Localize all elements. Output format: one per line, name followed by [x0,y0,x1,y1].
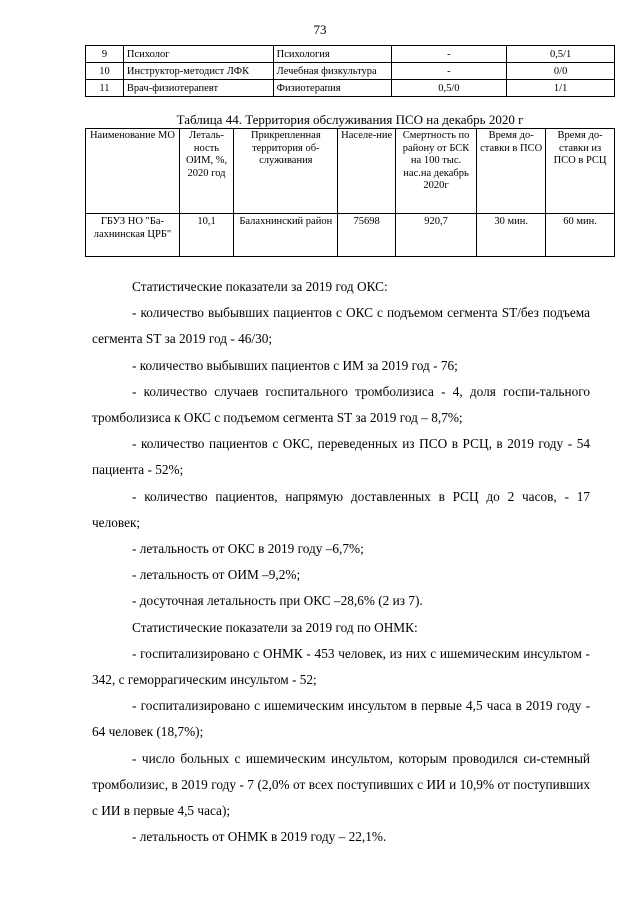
row-number: 11 [86,80,124,97]
table-cell: 10,1 [179,214,233,257]
column-header: Наименование МО [86,129,180,214]
paragraph: Статистические показатели за 2019 год ОКС: [132,279,388,294]
specialty-cell: Физиотерапия [273,80,391,97]
paragraph: - летальность от ОИМ –9,2%; [132,567,301,583]
page-number: 73 [313,22,327,37]
paragraph: - количество случаев госпитального тромболизиса - 4, доля госпи-тального тромболизиса к ОКС с подъемом сегмента ST за 2019 год – 8,7%; [92,383,590,426]
table-cell: ГБУЗ НО "Ба-лахнинская ЦРБ" [86,214,180,257]
paragraph: - госпитализировано с ОНМК - 453 человек, из них с ишемическим инсультом - 342, с геморрагическим инсультом - 52; [92,645,590,688]
row-number: 10 [86,63,124,80]
staff-table [85,45,615,97]
table-cell: Балахнинский район [234,214,338,257]
table-row [86,46,615,63]
paragraph: Статистические показатели за 2019 год по ОНМК: [132,619,418,635]
table-cell: 60 мин. [546,214,615,257]
column-header: Прикрепленная территория об-служивания [234,129,338,214]
specialty-cell: Психология [273,46,391,63]
column-header: Леталь-ность ОИМ, %, 2020 год [179,129,233,214]
paragraph: - количество пациентов с ОКС, переведенных из ПСО в РСЦ, в 2019 году - 54 пациента - 52%; [92,436,590,478]
table-row [86,214,615,257]
table-caption: Таблица 44. Территория обслуживания ПСО на декабрь 2020 г [176,112,524,127]
paragraph: - летальность от ОКС в 2019 году –6,7%; [132,541,364,557]
column-header: Населе-ние [338,129,395,214]
value-cell: - [391,46,507,63]
paragraph: - количество выбывших пациентов с ИМ за 2019 год - 76; [132,357,458,373]
value-cell: 0/0 [507,63,615,80]
column-header: Время до-ставки в ПСО [477,129,546,214]
specialty-cell: Лечебная физкультура [273,63,391,80]
paragraph: - госпитализировано с ишемическим инсультом в первые 4,5 часа в 2019 году - 64 человек (18,7%); [92,698,590,740]
table-cell: 75698 [338,214,395,257]
value-cell: 1/1 [507,80,615,97]
value-cell: - [391,63,507,80]
row-number: 9 [86,46,124,63]
position-cell: Психолог [123,46,273,63]
table-row [86,80,615,97]
territory-table [85,128,615,257]
value-cell: 0,5/0 [391,80,507,97]
paragraph: - досуточная летальность при ОКС –28,6% (2 из 7). [132,593,423,609]
position-cell: Врач-физиотерапевт [123,80,273,97]
table-cell: 30 мин. [477,214,546,257]
paragraph: - число больных с ишемическим инсультом, которым проводился си-стемный тромболизис, в 2019 году - 7 (2,0% от всех поступивших с ИИ и 10,9% от поступивших с ИИ в первые 4,5 часа); [92,750,590,819]
table-row [86,63,615,80]
paragraph: - количество выбывших пациентов с ОКС с подъемом сегмента ST/без подъема сегмента ST за 2019 год - 46/30; [92,305,590,347]
value-cell: 0,5/1 [507,46,615,63]
table-cell: 920,7 [395,214,476,257]
paragraph: - количество пациентов, напрямую доставленных в РСЦ до 2 часов, - 17 человек; [92,488,590,530]
body-text [92,274,590,850]
paragraph: - летальность от ОНМК в 2019 году – 22,1%. [132,829,387,845]
table-header-row [86,129,615,214]
position-cell: Инструктор-методист ЛФК [123,63,273,80]
column-header: Время до-ставки из ПСО в РСЦ [546,129,615,214]
column-header: Смертность по району от БСК на 100 тыс. нас.на декабрь 2020г [395,129,476,214]
